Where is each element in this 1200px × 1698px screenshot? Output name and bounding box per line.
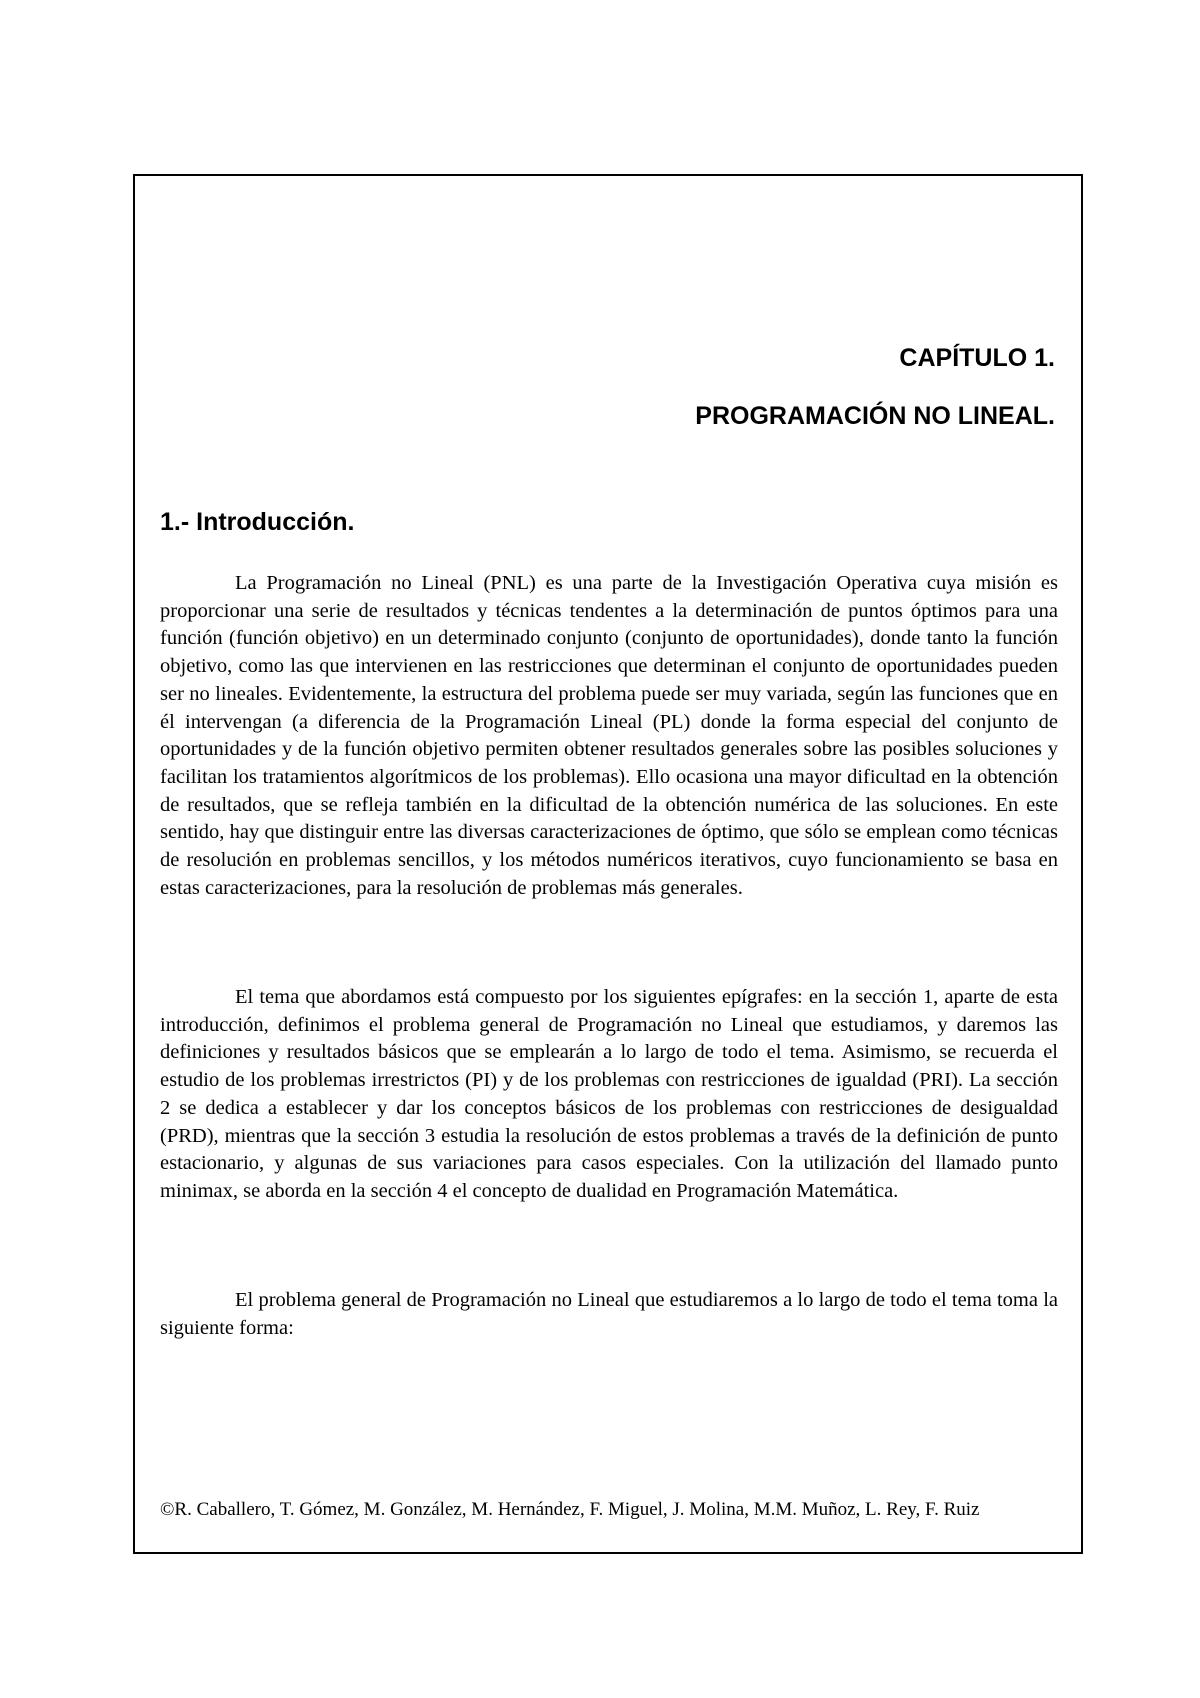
paragraph-intro: La Programación no Lineal (PNL) es una parte de la Investigación Operativa cuya misión es proporcionar una serie de resultados y técnicas tendentes a la determinación de puntos óptimos para una función (función objetivo) en un determinado conjunto (conjunto de oportunidades), donde tanto la función objetivo, como las que intervienen en las restricciones que determinan el conjunto de oportunidades pueden ser no lineales. Evidentemente, la estructura del problema puede ser muy variada, según las funciones que en él intervengan (a diferencia de la Programación Lineal (PL) donde la forma especial del conjunto de oportunidades y de la función objetivo permiten obtener resultados generales sobre las posibles soluciones y facilitan los tratamientos algorítmicos de los problemas). Ello ocasiona una mayor dificultad en la obtención de resultados, que se refleja también en la dificultad de la obtención numérica de las soluciones. En este sentido, hay que distinguir entre las diversas caracterizaciones de óptimo, que sólo se emplean como técnicas de resolución en problemas sencillos, y los métodos numéricos iterativos, cuyo funcionamiento se basa en estas caracterizaciones, para la resolución de problemas más generales. <box>160 572 1058 899</box>
copyright-footer: ©R. Caballero, T. Gómez, M. González, M. Hernández, F. Miguel, J. Molina, M.M. Muñoz, L. Rey, F. Ruiz <box>160 1499 980 1520</box>
chapter-header <box>695 342 1055 432</box>
chapter-subtitle: PROGRAMACIÓN NO LINEAL. <box>695 402 1055 430</box>
chapter-title: CAPÍTULO 1. <box>899 344 1055 372</box>
paragraph-problem-form: El problema general de Programación no Lineal que estudiaremos a lo largo de todo el tema toma la siguiente forma: <box>160 1289 1058 1339</box>
page-frame <box>133 174 1083 1554</box>
paragraph-structure: El tema que abordamos está compuesto por los siguientes epígrafes: en la sección 1, aparte de esta introducción, definimos el problema general de Programación no Lineal que estudiamos, y daremos las definiciones y resultados básicos que se emplearán a lo largo de todo el tema. Asimismo, se recuerda el estudio de los problemas irrestrictos (PI) y de los problemas con restricciones de igualdad (PRI). La sección 2 se dedica a establecer y dar los conceptos básicos de los problemas con restricciones de desigualdad (PRD), mientras que la sección 3 estudia la resolución de estos problemas a través de la definición de punto estacionario, y algunas de sus variaciones para casos especiales. Con la utilización del llamado punto minimax, se aborda en la sección 4 el concepto de dualidad en Programación Matemática. <box>160 986 1058 1202</box>
section-heading: 1.- Introducción. <box>160 508 355 536</box>
